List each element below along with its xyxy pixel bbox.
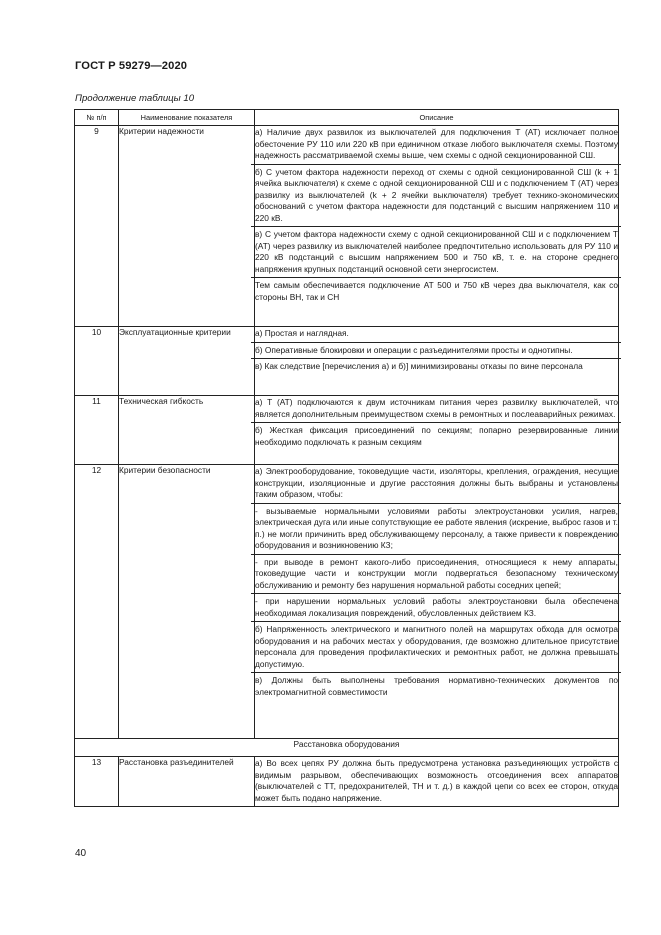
column-header-number: № п/п [75, 110, 119, 126]
table-caption: Продолжение таблицы 10 [75, 93, 195, 104]
description-paragraph: б) Напряженность электрического и магнитного полей на маршрутах обхода для осмотра оборудования и на рабочих местах у оборудования, где возможно длительное присутствие персонала для проведения профилактических и ремонтных работ, не должна превышать допустимую. [251, 621, 621, 672]
row-number: 10 [75, 327, 119, 396]
page-number: 40 [75, 848, 87, 859]
description-paragraph: б) С учетом фактора надежности переход от схемы с одной секционированной СШ (k + 1 ячейка выключателя) к схеме с одной секционированной СШ и с подключением Т (АТ) через развилку из выключателей (k + 2 ячейки выключателя) требует технико-экономических обоснований с учетом фактора надежности для подстанций с высшим напряжением 110 и 220 кВ. [251, 164, 621, 227]
row-description [255, 757, 619, 807]
row-name: Эксплуатационные критерии [119, 327, 255, 396]
description-paragraph: а) Простая и наглядная. [255, 328, 349, 338]
description-paragraph: в) Должны быть выполнены требования нормативно-технических документов по электромагнитной совместимости [251, 672, 621, 700]
row-name: Расстановка разъединителей [119, 757, 255, 807]
description-paragraph: - при нарушении нормальных условий работы электроустановки была обеспечена необходимая локализация повреждений, обусловленных действием КЗ. [251, 593, 621, 621]
row-description [255, 465, 619, 739]
table-row [75, 396, 619, 465]
description-paragraph: а) Электрооборудование, токоведущие части, изоляторы, крепления, ограждения, несущие конструкции, изоляционные и другие расстояния должны быть выбраны и установлены таким образом, чтобы: [255, 466, 618, 499]
row-number: 9 [75, 126, 119, 327]
column-header-description: Описание [255, 110, 619, 126]
table-row [75, 327, 619, 396]
row-number: 12 [75, 465, 119, 739]
section-heading: Расстановка оборудования [75, 739, 619, 757]
row-description [255, 126, 619, 327]
row-name: Техническая гибкость [119, 396, 255, 465]
table-row [75, 465, 619, 739]
description-paragraph: в) Как следствие [перечисления а) и б)] минимизированы отказы по вине персонала [251, 358, 621, 375]
row-number: 13 [75, 757, 119, 807]
description-paragraph: а) Т (АТ) подключаются к двум источникам питания через развилку выключателей, что является дополнительным преимуществом схемы в ремонтных и послеаварийных режимах. [255, 397, 618, 419]
row-name: Критерии надежности [119, 126, 255, 327]
description-paragraph: б) Жесткая фиксация присоединений по секциям; попарно резервированные линии необходимо подключать к разным секциям [251, 422, 621, 450]
section-row [75, 739, 619, 757]
document-standard-title: ГОСТ Р 59279—2020 [75, 60, 188, 72]
description-paragraph: Тем самым обеспечивается подключение АТ 500 и 750 кВ через два выключателя, как со стороны ВН, так и СН [251, 277, 621, 305]
description-paragraph: в) С учетом фактора надежности схему с одной секционированной СШ и с подключением Т (АТ) через развилку из выключателей наиболее предпочтительно использовать для РУ 110 и 220 кВ подстанций с высшим напряжением 500 и 750 кВ, т. е. на стороне среднего напряжения крупных подстанций основной сети энергосистем. [251, 226, 621, 277]
table-row [75, 757, 619, 807]
row-number: 11 [75, 396, 119, 465]
column-header-name: Наименование показателя [119, 110, 255, 126]
table-header-row [75, 110, 619, 126]
row-description [255, 327, 619, 396]
description-paragraph: - при выводе в ремонт какого-либо присоединения, относящиеся к нему аппараты, токоведущие части и конструкции могли подвергаться безопасному техническому обслуживанию и ремонту без нарушения нормальной работы соседних цепей; [251, 554, 621, 594]
description-paragraph: а) Наличие двух развилок из выключателей для подключения Т (АТ) исключает полное обесточение РУ 110 или 220 кВ при единичном отказе любого выключателя схемы. Поэтому надежность рассматриваемой схемы выше, чем схемы с одной секционированной СШ. [255, 127, 618, 160]
criteria-table [74, 109, 619, 807]
row-description [255, 396, 619, 465]
description-paragraph: б) Оперативные блокировки и операции с разъединителями просты и однотипны. [251, 342, 621, 359]
description-paragraph: а) Во всех цепях РУ должна быть предусмотрена установка разъединяющих устройств с видимым разрывом, обеспечивающих возможность отсоединения всех аппаратов (выключателей с ТТ, предохранителей, ТН и т. д.) в каждой цепи со всех ее сторон, откуда может быть подано напряжение. [255, 758, 618, 803]
description-paragraph: - вызываемые нормальными условиями работы электроустановки усилия, нагрев, электрическая дуга или иные сопутствующие ее работе явления (искрение, выброс газов и т. п.) не могли причинить вред обслуживающему персоналу, а также привести к повреждению оборудования и возникновению КЗ; [251, 503, 621, 554]
table-row [75, 126, 619, 327]
row-name: Критерии безопасности [119, 465, 255, 739]
